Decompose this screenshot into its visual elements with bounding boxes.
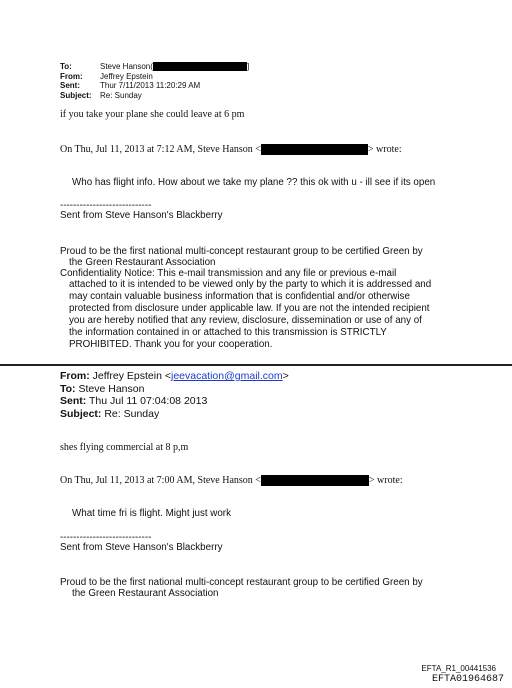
email2-body: shes flying commercial at 8 p,m <box>60 442 189 453</box>
sent-label: Sent: <box>60 81 80 90</box>
email1-signature: Sent from Steve Hanson's Blackberry <box>60 210 223 221</box>
email2-sig-dashes: ---------------------------- <box>60 532 152 543</box>
from-label: From: <box>60 370 90 382</box>
subject-value: Re: Sunday <box>100 90 142 100</box>
email1-quote-header: On Thu, Jul 11, 2013 at 7:12 AM, Steve Hanson < > wrote: <box>60 144 402 155</box>
email1-sig-dashes: ---------------------------- <box>60 200 152 211</box>
email2-sent-row <box>60 395 289 408</box>
sender-email-link[interactable]: jeevacation@gmail.com <box>170 370 283 382</box>
from-value: Jeffrey Epstein <box>100 71 153 81</box>
email2-quote-header: On Thu, Jul 11, 2013 at 7:00 AM, Steve Hanson < > wrote: <box>60 475 403 486</box>
email1-from-row <box>60 72 249 82</box>
to-value: Steve Hanson <box>100 62 151 71</box>
to-value: Steve Hanson <box>78 382 145 395</box>
email1-confidentiality-body: attached to it is intended to be viewed only by the party to which it is addressed and may contain valuable business information that is confidential and/or otherwise protected from disclosure under applicable law. If you are not the intended recipient you are hereby notified that any review, disclosure, dissemination or use of any of the information contained in or attached to this transmission is STRICTLY PROHIBITED. Thank you for your cooperation. <box>69 279 432 350</box>
to-label: To: <box>60 382 76 395</box>
from-label: From: <box>60 71 83 81</box>
redaction-box <box>261 144 368 155</box>
sent-value: Thur 7/11/2013 11:20:29 AM <box>100 81 201 90</box>
email1-promo-line1: Proud to be the first national multi-concept restaurant group to be certified Green by <box>60 246 423 257</box>
email1-sent-row <box>60 81 249 91</box>
subject-label: Subject: <box>60 407 102 420</box>
email2-subject-row <box>60 408 289 421</box>
bates-stamp-secondary: EFTA01964687 <box>431 674 504 685</box>
bates-stamp-primary: EFTA_R1_00441536 <box>421 664 496 673</box>
redaction-box <box>261 475 369 486</box>
email1-promo-line2: the Green Restaurant Association <box>69 257 216 268</box>
subject-label: Subject: <box>60 90 92 100</box>
sent-label: Sent: <box>60 395 87 407</box>
email1-to-row: To: Steve Hanson( ] <box>60 62 250 71</box>
email2-promo-line2: the Green Restaurant Association <box>72 588 219 599</box>
email1-confidentiality-title: Confidentiality Notice: This e-mail transmission and any file or previous e-mail <box>60 268 397 279</box>
email2-promo-line1: Proud to be the first national multi-concept restaurant group to be certified Green by <box>60 577 423 588</box>
email2-quoted-message: What time fri is flight. Might just work <box>72 508 231 519</box>
email1-header <box>60 62 249 100</box>
to-label: To: <box>60 62 72 71</box>
subject-value: Re: Sunday <box>104 407 160 420</box>
email1-subject-row <box>60 91 249 101</box>
email1-body: if you take your plane she could leave at 6 pm <box>60 109 245 120</box>
email2-header <box>60 370 289 420</box>
email1-quoted-message: Who has flight info. How about we take my plane ?? this ok with u - ill see if its open <box>72 177 436 188</box>
email2-from-row: From: Jeffrey Epstein <jeevacation@gmail.com> <box>60 370 289 382</box>
sent-value: Thu Jul 11 07:04:08 2013 <box>88 395 208 407</box>
email-divider <box>0 364 512 366</box>
redaction-box <box>153 62 247 71</box>
email2-to-row <box>60 383 289 396</box>
email2-signature: Sent from Steve Hanson's Blackberry <box>60 542 223 553</box>
